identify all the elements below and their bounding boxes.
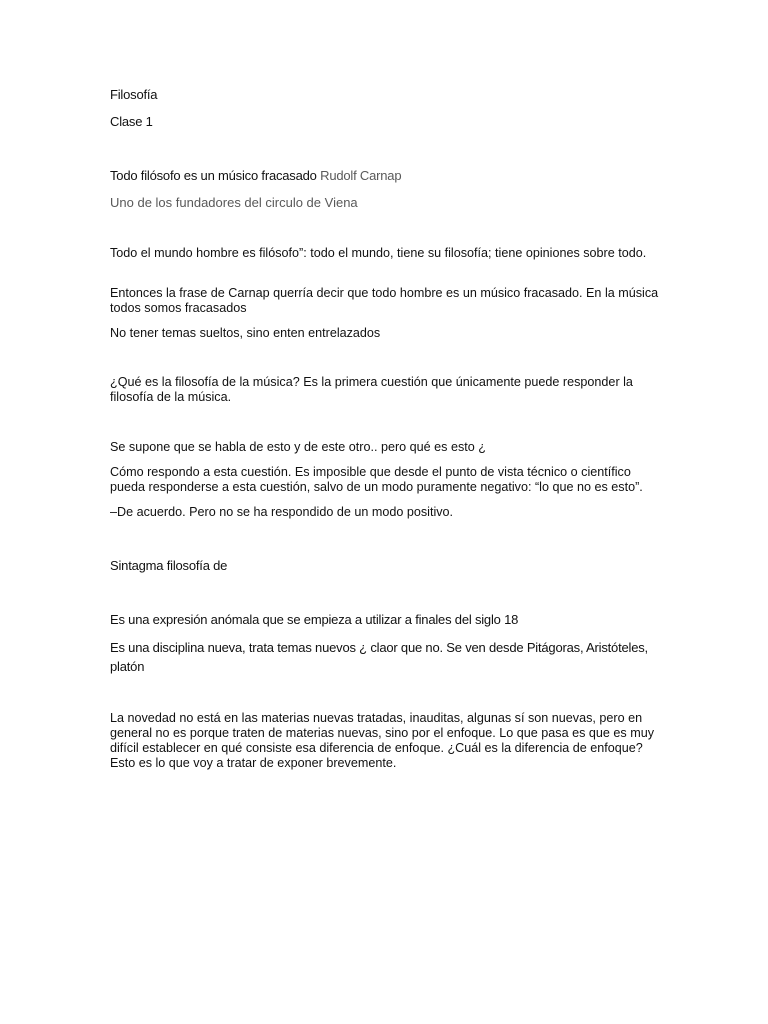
document-subtitle: Clase 1	[110, 114, 153, 129]
paragraph: Entonces la frase de Carnap querría decir que todo hombre es un músico fracasado. En la música todos somos fracasados	[110, 286, 659, 315]
quote-author: Rudolf Carnap	[320, 168, 402, 183]
quote-line	[110, 166, 660, 185]
paragraph: Sintagma filosofía de	[110, 558, 228, 573]
paragraph: La novedad no está en las materias nuevas tratadas, inauditas, algunas sí son nuevas, pero en general no es porque traten de materias nuevas, sino por el enfoque. Lo que pasa es que es muy difícil establecer en qué consiste esa diferencia de enfoque. ¿Cuál es la diferencia de enfoque? Esto es lo que voy a tratar de exponer brevemente.	[110, 711, 654, 770]
paragraph: No tener temas sueltos, sino enten entrelazados	[110, 326, 381, 340]
document-title: Filosofía	[110, 87, 158, 102]
author-note: Uno de los fundadores del circulo de Viena	[110, 195, 358, 210]
paragraph: Se supone que se habla de esto y de este otro.. pero qué es esto ¿	[110, 440, 486, 454]
quote-text: Todo filósofo es un músico fracasado	[110, 168, 317, 183]
paragraph: –De acuerdo. Pero no se ha respondido de un modo positivo.	[110, 505, 454, 519]
paragraph: Cómo respondo a esta cuestión. Es imposible que desde el punto de vista técnico o científico pueda responderse a esta cuestión, salvo de un modo puramente negativo: “lo que no es esto”.	[110, 465, 643, 494]
paragraph: Todo el mundo hombre es filósofo”: todo el mundo, tiene su filosofía; tiene opiniones sobre todo.	[110, 246, 647, 260]
paragraph: Es una disciplina nueva, trata temas nuevos ¿ claor que no. Se ven desde Pitágoras, Aristóteles, platón	[110, 640, 648, 674]
paragraph: Es una expresión anómala que se empieza a utilizar a finales del siglo 18	[110, 612, 519, 627]
paragraph: ¿Qué es la filosofía de la música? Es la primera cuestión que únicamente puede responder la filosofía de la música.	[110, 375, 633, 404]
